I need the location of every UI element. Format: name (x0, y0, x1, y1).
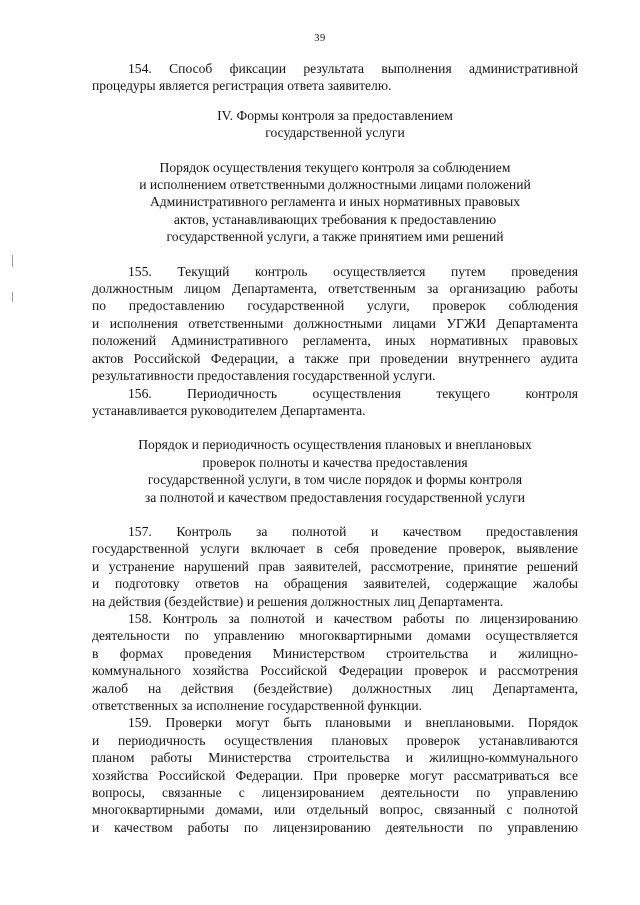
subheading-planned-checks (92, 436, 578, 506)
paragraph-line: вопросы, связанные с лицензированием деятельности по управлению (92, 785, 578, 801)
scan-speck (12, 255, 13, 267)
paragraph-line: планом работы Министерства строительства и жилищно-коммунального (92, 750, 578, 766)
section-heading (92, 107, 578, 142)
paragraph-line: ответственных за исполнение государственной функции. (92, 698, 422, 713)
paragraph-line: 157. Контроль за полнотой и качеством предоставления (128, 523, 578, 539)
heading-line: государственной услуги, а также принятием ими решений (166, 229, 504, 245)
paragraph-158 (92, 610, 578, 714)
heading-line: Порядок и периодичность осуществления плановых и внеплановых (138, 437, 532, 453)
paragraph-line: коммунального хозяйства Российской Федерации проверок и рассмотрения (92, 663, 578, 679)
paragraph-line: 154. Способ фиксации результата выполнения административной (128, 61, 578, 76)
paragraph-line: актов Российской Федерации, а также при проведении внутреннего аудита (92, 350, 578, 366)
paragraph-line: результативности предоставления государственной услуги. (92, 368, 436, 384)
paragraph-line: хозяйства Российской Федерации. При проверке могут рассматриваться все (92, 767, 578, 783)
heading-line: государственной услуги, в том числе порядок и формы контроля (147, 472, 523, 488)
paragraph-line: в формах проведения Министерством строительства и жилищно- (92, 645, 578, 661)
paragraph-line: и устранение нарушений прав заявителей, рассмотрение, принятие решений (92, 558, 578, 574)
paragraph-line: по предоставлению государственной услуги, проверок соблюдения (92, 298, 578, 314)
paragraph-line: 159. Проверки могут быть плановыми и внеплановыми. Порядок (128, 715, 578, 731)
paragraph-154 (92, 60, 578, 95)
heading-line: и исполнением ответственными должностными лицами положений (139, 177, 531, 193)
heading-line: Административного регламента и иных нормативных правовых (149, 194, 521, 210)
page-number: 39 (314, 33, 326, 44)
paragraph-line: жалоб на действия (бездействие) должностных лиц Департамента, (92, 680, 578, 696)
heading-line: актов, устанавливающих требования к предоставлению (173, 211, 497, 227)
heading-line: государственной услуги (265, 125, 405, 141)
paragraph-line: 156. Периодичность осуществления текущего контроля (128, 385, 578, 401)
paragraph-line: процедуры является регистрация ответа заявителю. (92, 78, 392, 94)
heading-line: за полнотой и качеством предоставления государственной услуги (144, 489, 526, 505)
paragraph-line: и подготовку ответов на обращения заявителей, содержащие жалобы (92, 576, 578, 592)
heading-line: IV. Формы контроля за предоставлением (217, 107, 453, 123)
paragraph-line: деятельности по управлению многоквартирными домами осуществляется (92, 628, 578, 644)
heading-line: Порядок осуществления текущего контроля за соблюдением (159, 159, 511, 175)
paragraph-line: и качеством работы по лицензированию деятельности по управлению (92, 819, 578, 835)
paragraph-155 (92, 263, 578, 385)
paragraph-line: 155. Текущий контроль осуществляется путем проведения (128, 263, 578, 279)
paragraph-line: государственной услуги включает в себя проведение проверок, выявление (92, 541, 578, 557)
heading-line: проверок полноты и качества предоставления (202, 454, 468, 470)
paragraph-line: и периодичность осуществления плановых проверок устанавливаются (92, 732, 578, 748)
paragraph-line: многоквартирными домами, или отдельный вопрос, связанный с полнотой (92, 802, 578, 818)
document-body (92, 60, 578, 836)
subheading-current-control (92, 159, 578, 246)
paragraph-line: и исполнения ответственными должностными лицами УГЖИ Департамента (92, 315, 578, 331)
paragraph-157 (92, 523, 578, 610)
paragraph-line: устанавливается руководителем Департамента. (92, 402, 366, 418)
paragraph-line: 158. Контроль за полнотой и качеством работы по лицензированию (128, 610, 578, 626)
paragraph-line: на действия (бездействие) и решения должностных лиц Департамента. (92, 593, 504, 609)
paragraph-line: положений Административного регламента, иных нормативных правовых (92, 333, 578, 349)
paragraph-156 (92, 385, 578, 420)
scan-speck (12, 292, 13, 302)
paragraph-159 (92, 714, 578, 836)
paragraph-line: должностным лицом Департамента, ответственным за организацию работы (92, 281, 578, 297)
